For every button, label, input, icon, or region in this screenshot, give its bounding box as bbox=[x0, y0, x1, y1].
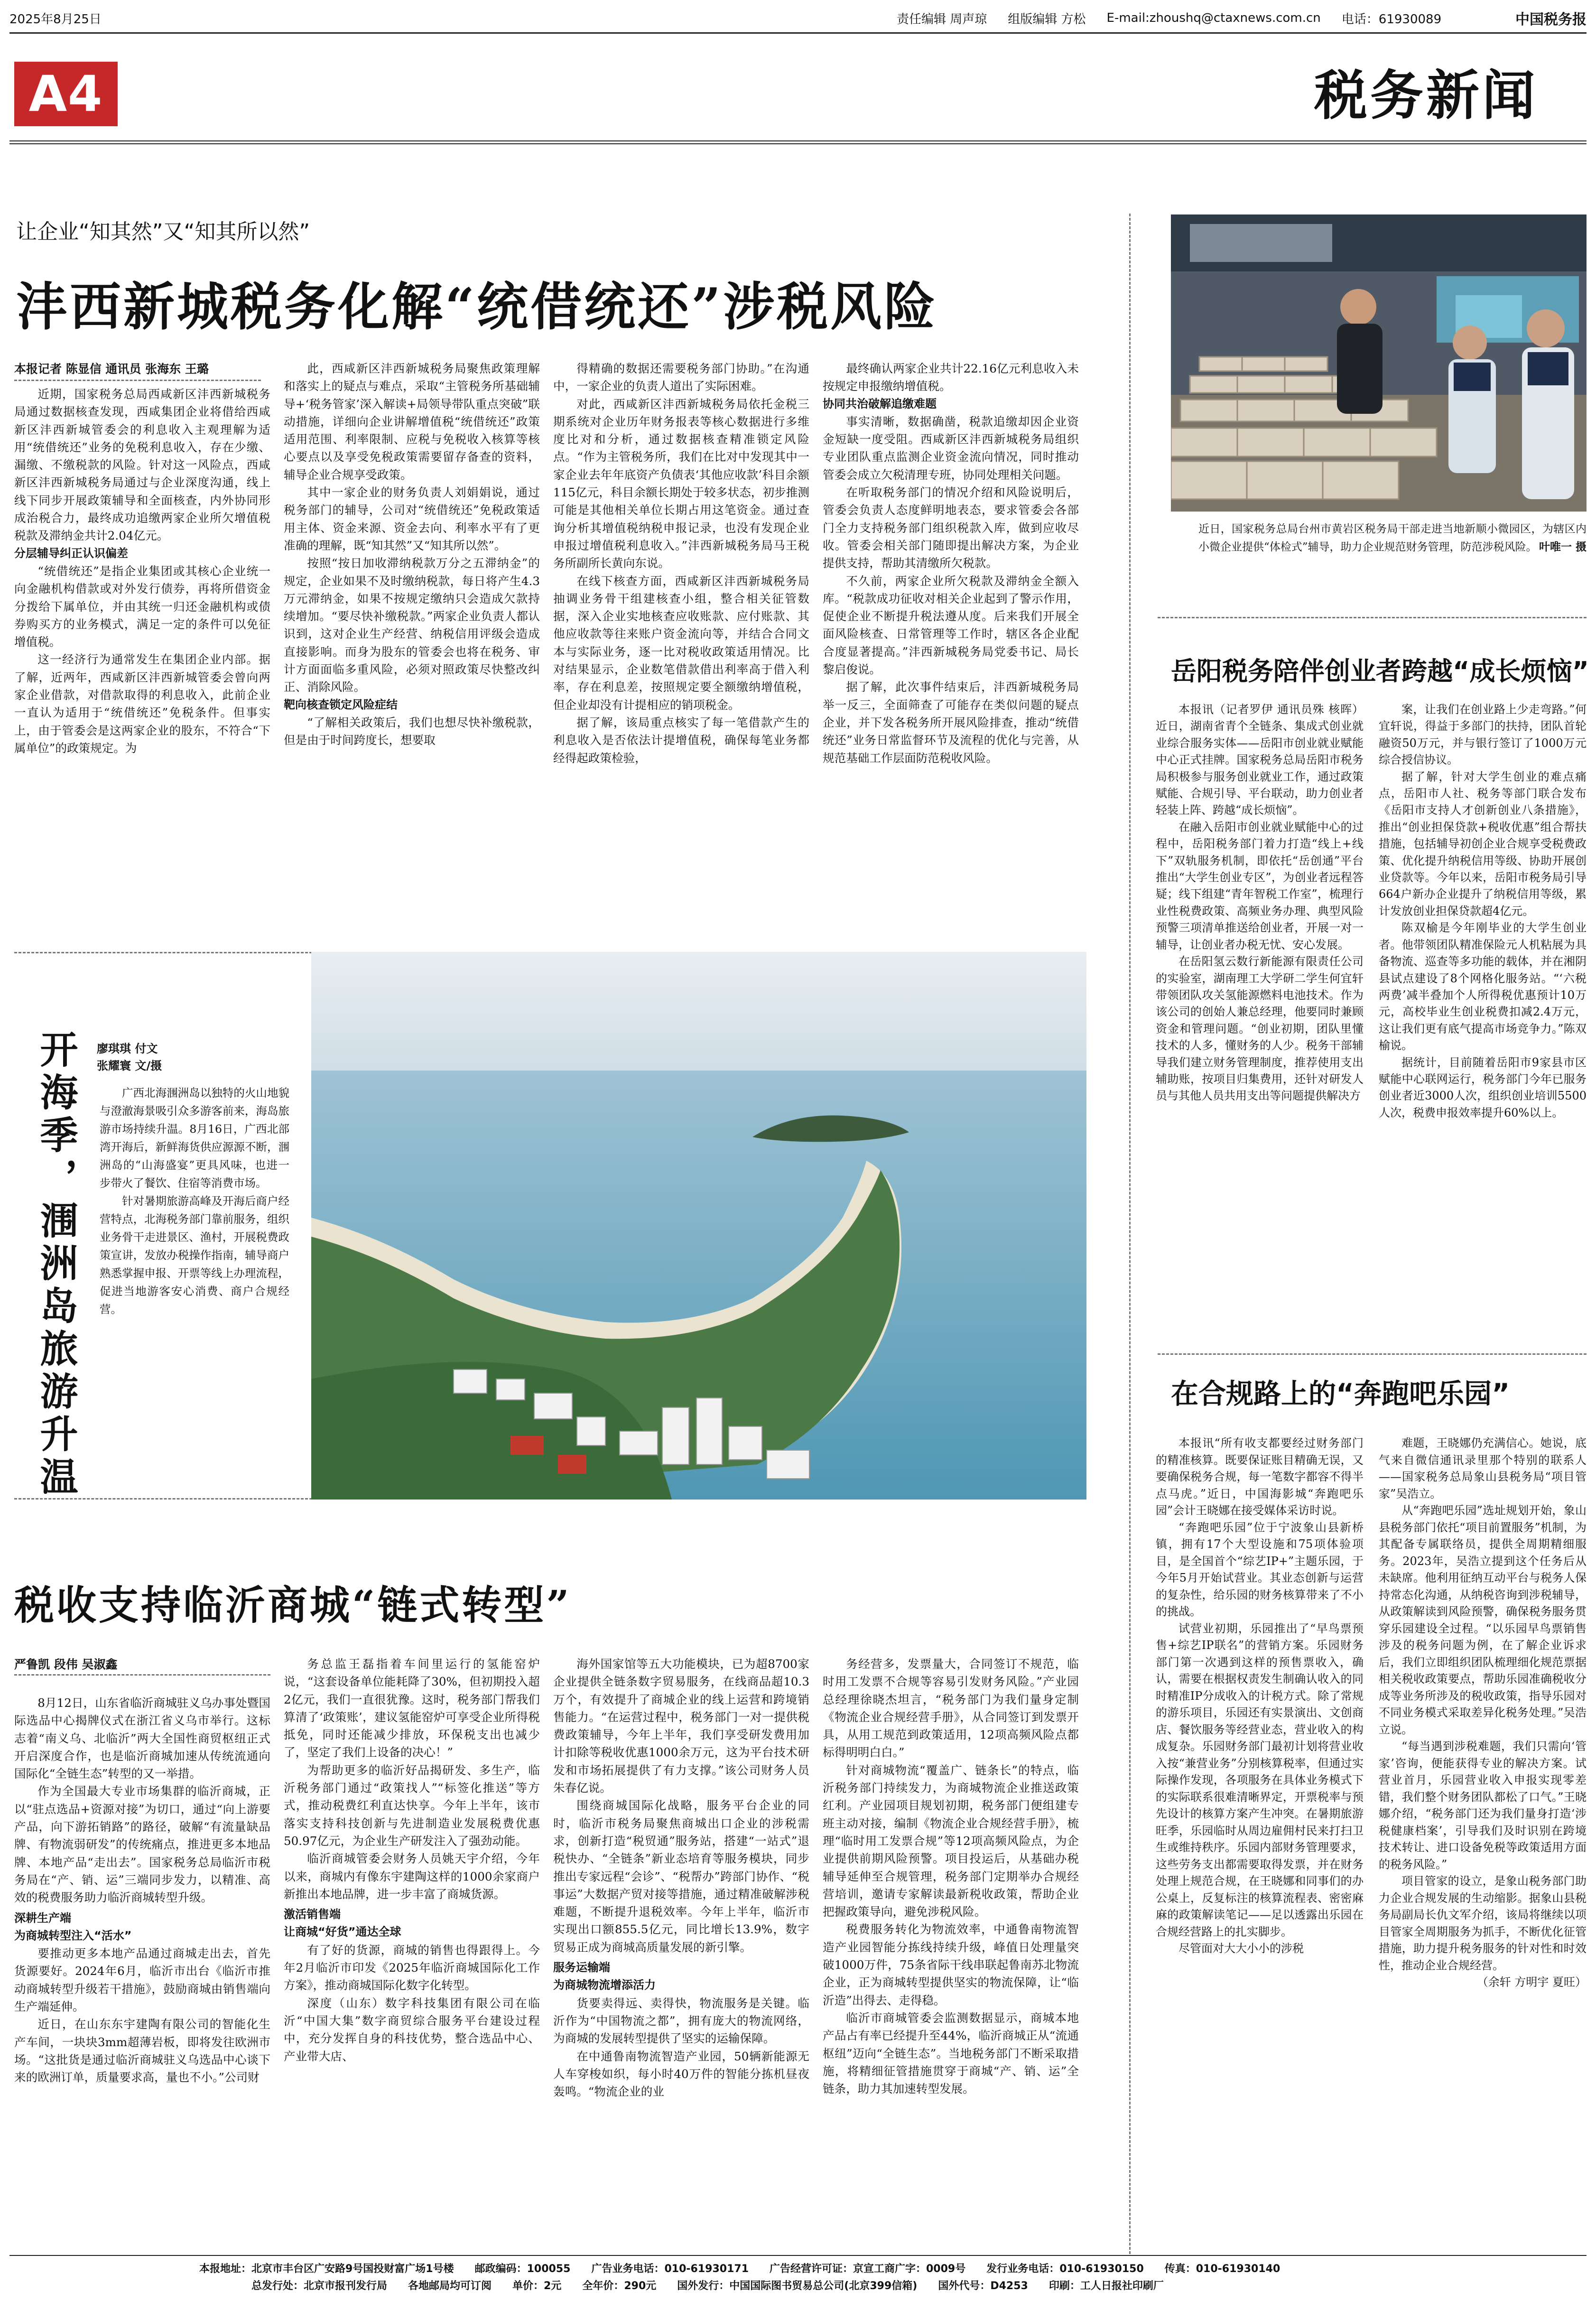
footer-distributor: 总发行处：北京市报刊发行局 bbox=[251, 2280, 388, 2292]
paragraph: 广西北海涠洲岛以独特的火山地貌与澄澈海景吸引众多游客前来，海岛旅游市场持续升温。8月16日，广西北部湾开海后，新鲜海货供应源源不断，涠洲岛的“山海盛宴”更具风味，也进一步带火了餐饮、住宿等消费市场。 bbox=[100, 1086, 289, 1190]
paragraph: 临沂市商城管委会监测数据显示，商城本地产品占有率已经提升至44%，临沂商城正从“流通枢纽”迈向“全链生态”。当地税务部门不断采取措施，将精细征管措施贯穿于商城“产、销、运”全链条，助力其加速转型发展。 bbox=[823, 2011, 1079, 2096]
paragraph: 案，让我们在创业路上少走弯路。”何宜轩说，得益于多部门的扶持，团队首轮融资50万元，并与银行签订了1000万元综合授信协议。 bbox=[1379, 703, 1587, 767]
paragraph: “奔跑吧乐园”位于宁波象山县新桥镇，拥有17个大型设施和75项体验项目，是全国首个“综艺IP+”主题乐园，于今年5月开始试营业。其业态创新与运营的复杂性，给乐园的财务核算带来了不小的挑战。 bbox=[1156, 1520, 1364, 1618]
article5-subhead-3: 服务运输端 bbox=[553, 1961, 610, 1975]
paragraph: 这一经济行为通常发生在集团企业内部。据了解，近两年，西咸新区沣西新城管委会曾向两家企业借款，对借款取得的利息收入，此前企业一直认为适用于“统借统还”免税条件。但事实上，由于管委会是这两家企业的股东，不符合“下属单位”的政策规定。为 bbox=[14, 652, 270, 755]
footer-printer: 印刷：工人日报社印刷厂 bbox=[1049, 2280, 1164, 2292]
article2-headline: 岳阳税务陪伴创业者跨越“成长烦恼” bbox=[1171, 656, 1589, 686]
paragraph: 难题，王晓娜仍充满信心。她说，底气来自微信通讯录里那个特别的联系人——国家税务总局象山县税务局“项目管家”吴浩立。 bbox=[1379, 1436, 1587, 1500]
caption-text: 近日，国家税务总局台州市黄岩区税务局干部走进当地新顺小微园区，为辖区内小微企业提供“体检式”辅导，助力企业规范财务管理，防范涉税风险。 bbox=[1198, 523, 1587, 553]
paragraph: 为帮助更多的临沂好品揭研发、多生产，临沂税务部门通过“政策找人”“标签化推送”等方式，推动税费红利直达快享。今年上半年，该市落实支持科技创新与先进制造业发展税费优惠50.97亿元，为企业生产研发注入了强劲动能。 bbox=[284, 1763, 540, 1848]
top-rule bbox=[9, 32, 1587, 34]
article5-headline: 税收支持临沂商城“链式转型” bbox=[14, 1582, 572, 1629]
paragraph: 按照“按日加收滞纳税款万分之五滞纳金”的规定，企业如果不及时缴纳税款，每日将产生4.3万元滞纳金，如果不按规定缴纳只会造成欠款持续增加。“要尽快补缴税款。”两家企业负责人都认识到，这对企业生产经营、纳税信用评级会造成直接影响。而身为股东的管委会也将在税务、审计方面面临多重风险，必须对照政策尽快整改纠正、消除风险。 bbox=[284, 556, 540, 694]
paragraph: 务总监王磊指着车间里运行的氢能窑炉说，“这套设备单位能耗降了30%，但初期投入超2亿元，我们一直很犹豫。这时，税务部门帮我们算清了‘政策账’，建议氢能窑炉可享受企业所得税抵免，同时还能减少排放，环保税支出也减少了，坚定了我们上设备的决心！” bbox=[284, 1657, 540, 1760]
article5-col1 bbox=[14, 1694, 270, 2087]
paragraph: 务经营多，发票量大，合同签订不规范，临时用工发票不合规等容易引发财务风险。”产业园总经理徐晓杰坦言，“税务部门为我们量身定制《物流企业合规经营手册》，从合同签订到发票开具，从用工规范到政策适用，12项高频风险点都标得明明白白。” bbox=[823, 1657, 1079, 1760]
footer-line-2 bbox=[251, 2278, 1580, 2292]
article3-headline: 在合规路上的“奔跑吧乐园” bbox=[1171, 1378, 1510, 1410]
article3-col2 bbox=[1379, 1435, 1587, 1991]
page-number: A4 bbox=[14, 62, 118, 126]
article3-col1 bbox=[1156, 1435, 1364, 1957]
photo-warehouse bbox=[1171, 214, 1587, 512]
paper-name: 中国税务报 bbox=[1515, 11, 1587, 28]
footer-line-1 bbox=[199, 2261, 1575, 2275]
footer-rule bbox=[9, 2255, 1587, 2256]
article1-subhead-3: 协同共治破解追缴难题 bbox=[823, 397, 937, 410]
article4-credit-1: 廖琪琪 付文 bbox=[97, 1042, 158, 1055]
footer-address: 本报地址：北京市丰台区广安路9号国投财富广场1号楼 bbox=[199, 2263, 454, 2275]
article2-top-rule bbox=[1158, 617, 1587, 618]
paragraph: 本报讯（记者罗伊 通讯员殊 核晖）近日，湖南省青个全链条、集成式创业就业综合服务实体——岳阳市创业就业赋能中心正式挂牌。国家税务总局岳阳市税务局积极参与服务创业就业工作，通过政策赋能、合规引导、平台联动，助力创业者轻装上阵、跨越“成长烦恼”。 bbox=[1156, 703, 1364, 817]
footer-postcode: 邮政编码：100055 bbox=[474, 2263, 571, 2275]
footer-ad-phone: 广告业务电话：010-61930171 bbox=[591, 2263, 749, 2275]
warehouse-scene-illustration bbox=[1171, 214, 1587, 512]
article5-subhead-2: 激活销售端 bbox=[284, 1908, 341, 1921]
photo-credit: 叶唯一 摄 bbox=[1539, 541, 1587, 553]
paragraph: 项目管家的设立，是象山税务部门助力企业合规发展的生动缩影。据象山县税务局副局长仇文军介绍，该局将继续以项目管家全周期服务为抓手，不断优化征管措施，助力提升税务服务的针对性和时效性，推动企业合规经营。 bbox=[1379, 1874, 1587, 1972]
issue-date: 2025年8月25日 bbox=[9, 12, 102, 27]
article2-col2 bbox=[1379, 701, 1587, 1121]
footer-dist-phone: 发行业务电话：010-61930150 bbox=[986, 2263, 1144, 2275]
article1-col4 bbox=[823, 360, 1079, 767]
paragraph: 陈双榆是今年刚毕业的大学生创业者。他带领团队精准保险元人机粘展为具备物流、巡查等多功能的载体，并在湘阴县试点建设了8个网格化服务站。“‘六税两费’减半叠加个人所得税优惠预计10万元，高校毕业生创业税费扣减2.4万元，这让我们更有底气提高市场竞争力。”陈双榆说。 bbox=[1379, 921, 1587, 1053]
article4-credit-2: 张耀寰 文/摄 bbox=[97, 1059, 162, 1072]
paragraph: 最终确认两家企业共计22.16亿元利息收入未按规定申报缴纳增值税。 bbox=[823, 362, 1079, 393]
paragraph: 据了解，针对大学生创业的难点痛点，岳阳市人社、税务等部门联合发布《岳阳市支持人才创新创业八条措施》，推出“创业担保贷款+税收优惠”组合帮扶措施，包括辅导初创企业合规享受税费政策、优化提升纳税信用等级、协助开展创业贷款等。今年以来，岳阳市税务局引导664户新办企业提升了纳税信用等级，累计发放创业担保贷款超4亿元。 bbox=[1379, 770, 1587, 918]
paragraph: 临沂商城管委会财务人员姚天宇介绍，今年以来，商城内有像东宇建陶这样的1000余家商户新推出本地品牌，进一步丰富了商城货源。 bbox=[284, 1852, 540, 1901]
paragraph: 据统计，目前随着岳阳市9家县市区赋能中心联网运行，税务部门今年已服务创业者近3000人次，组织创业培训5500人次，税费申报效率提升60%以上。 bbox=[1379, 1055, 1587, 1119]
article1-col2 bbox=[284, 360, 540, 749]
article1-subhead-2: 靶向核查锁定风险症结 bbox=[284, 698, 398, 711]
paragraph: “统借统还”是指企业集团或其核心企业统一向金融机构借款或对外发行债券，再将所借资金分拨给下属单位，并由其统一归还金融机构或债券购买方的业务模式，满足一定的条件可以免征增值税。 bbox=[14, 564, 270, 649]
paragraph: 要推动更多本地产品通过商城走出去，首先货源要好。2024年6月，临沂市出台《临沂市推动商城转型升级若干措施》，鼓励商城由销售端向生产端延伸。 bbox=[14, 1947, 270, 2014]
footer-subscribe: 各地邮局均可订阅 bbox=[408, 2280, 492, 2292]
designer: 组版编辑 方松 bbox=[1008, 12, 1086, 27]
article5-subhead-3b: 为商城物流增添活力 bbox=[553, 1978, 656, 1992]
footer-price: 单价：2元 bbox=[512, 2280, 562, 2292]
paragraph: 尽管面对大大小小的涉税 bbox=[1178, 1942, 1304, 1955]
article5-subhead-1: 深耕生产端 bbox=[14, 1911, 71, 1925]
paragraph: 针对商城物流“覆盖广、链条长”的特点，临沂税务部门持续发力，为商城物流企业推送政策红利。产业园项目规划初期，税务部门便组建专班主动对接，编制《物流企业合规经营手册》，梳理“临时用工发票合规”等12项高频风险点，为企业提供前期风险预警。项目投运后，从基础办税辅导延伸至合规管理，税务部门定期举办合规经营培训，邀请专家解读最新税收政策，帮助企业把握政策导向，避免涉税风险。 bbox=[823, 1763, 1079, 1919]
paragraph: 此，西咸新区沣西新城税务局聚焦政策理解和落实上的疑点与难点，采取“主管税务所基础辅导+‘税务管家’深入解读+局领导带队重点突破”联动措施，详细向企业讲解增值税“统借统还”政策适用范围、利率限制、应税与免税收入核算等核心要点以及享受免税政策需要留存备查的资料，辅导企业合规享受政策。 bbox=[284, 362, 540, 482]
paragraph: 其中一家企业的财务负责人刘娟娟说，通过税务部门的辅导，公司对“统借统还”免税政策适用主体、资金来源、资金去向、利率水平有了更准确的理解，既“知其然”又“知其所以然”。 bbox=[284, 485, 540, 552]
email[interactable]: E-mail:zhoushq@ctaxnews.com.cn bbox=[1106, 11, 1321, 25]
masthead bbox=[9, 7, 1587, 29]
paragraph: 税费服务转化为物流效率，中通鲁南物流智造产业园智能分拣线持续升级，峰值日处理量突破1000万件，75条省际干线串联起鲁南苏北物流企业，正为商城转型提供坚实的物流保障，让“临沂造”出得去、走得稳。 bbox=[823, 1922, 1079, 2007]
article3-credit: （余轩 方明宇 夏旺） bbox=[1476, 1975, 1587, 1989]
article5-subhead-2b: 让商城“好货”通达全球 bbox=[284, 1925, 401, 1939]
paragraph: 有了好的货源，商城的销售也得跟得上。今年2月临沂市印发《2025年临沂商城国际化工作方案》，推动商城国际化数字化转型。 bbox=[284, 1943, 540, 1993]
paragraph: 针对暑期旅游高峰及开海后商户经营特点，北海税务部门靠前服务，组织业务骨干走进景区、渔村，开展税费政策宣讲，发放办税操作指南，辅导商户熟悉掌握申报、开票等线上办理流程，促进当地游客安心消费、商户合规经营。 bbox=[100, 1194, 289, 1316]
article5-col4 bbox=[823, 1655, 1079, 2097]
article1-subhead-1: 分层辅导纠正认识偏差 bbox=[14, 546, 128, 560]
photo-warehouse-caption bbox=[1198, 520, 1587, 556]
article5-col2 bbox=[284, 1655, 540, 2065]
footer-annual-price: 全年价：290元 bbox=[582, 2280, 657, 2292]
article1-byline: 本报记者 陈显信 通讯员 张海东 王璐 bbox=[14, 362, 209, 376]
paragraph: 在融入岳阳市创业就业赋能中心的过程中，岳阳税务部门着力打造“线上+线下”双轨服务机制，即依托“岳创通”平台推出“大学生创业专区”，为创业者远程答疑；线下组建“青年智税工作室”，梳理行业性税费政策、高频业务办理、典型风险预警三项清单推送给创业者，开展一对一辅导，让创业者办税无忧、安心发展。 bbox=[1156, 820, 1364, 951]
paragraph: 货要卖得远、卖得快，物流服务是关键。临沂作为“中国物流之都”，拥有庞大的物流网络，为商城的发展转型提供了坚实的运输保障。 bbox=[553, 1996, 809, 2046]
paragraph: 在线下核查方面，西咸新区沣西新城税务局抽调业务骨干组建核查小组，整合相关征管数据，深入企业实地核查应收账款、应付账款、其他应收款等往来账户资金流向等，并结合合同文本与实际业务，逐一比对税收政策适用情况。比对结果显示，企业数笔借款借出利率高于借入利率，存在利息差，按照规定要全额缴纳增值税，但企业却没有计提相应的销项税金。 bbox=[553, 574, 809, 712]
column-separator bbox=[1129, 214, 1131, 2254]
paragraph: 在中通鲁南物流智造产业园，50辆新能源无人车穿梭如织，每小时40万件的智能分拣机昼夜轰鸣。“物流企业的业 bbox=[553, 2049, 809, 2099]
article5-byline-rule bbox=[14, 1674, 270, 1676]
paragraph: 从“奔跑吧乐园”选址规划开始，象山县税务部门依托“项目前置服务”机制，为其配备专属联络员，提供全周期精细服务。2023年，吴浩立提到这个任务后从未缺席。他利用征纳互动平台与税务人保持常态化沟通，从纳税咨询到涉税辅导，从政策解读到风险预警，确保税务服务贯穿乐园建设全过程。“以乐园早鸟票销售涉及的税务问题为例，在了解企业诉求后，我们立即组织团队梳理细化规范票据相关税收政策要点，帮助乐园准确税收分成等业务所涉及的税收政策，指导乐园对不同业务模式采取差异化税务处理。”吴浩立说。 bbox=[1379, 1504, 1587, 1736]
paragraph: 据了解，此次事件结束后，沣西新城税务局举一反三，全面筛查了可能存在类似问题的疑点企业，并下发各税务所开展风险排查，推动“统借统还”业务日常监督环节及流程的优化与完善，从规范基础工作层面防范税收风险。 bbox=[823, 680, 1079, 765]
paragraph: “了解相关政策后，我们也想尽快补缴税款，但是由于时间跨度长，想要取 bbox=[284, 715, 540, 747]
article3-top-rule bbox=[1158, 1353, 1587, 1355]
article4-text bbox=[100, 1084, 289, 1318]
phone: 电话：61930089 bbox=[1341, 12, 1442, 27]
footer-fax: 传真：010-61930140 bbox=[1164, 2263, 1281, 2275]
article1-col3 bbox=[553, 360, 809, 767]
paragraph: 作为全国最大专业市场集群的临沂商城，正以“驻点选品+资源对接”为切口，通过“向上游要产品，向下游拓销路”的路径，破解“有流量缺品牌、有物流弱研发”的传统痛点，推进更多本地品牌、本地产品“走出去”。国家税务总局临沂市税务局在“产、销、运”三端同步发力，以精准、高效的税费服务助力临沂商城转型升级。 bbox=[14, 1784, 270, 1905]
paragraph: 事实清晰，数据确凿，税款追缴却因企业资金短缺一度受阻。西咸新区沣西新城税务局组织专业团队重点监测企业资金流向情况，同时推动管委会成立欠税清理专班，协同处理相关问题。 bbox=[823, 414, 1079, 482]
paragraph: 在听取税务部门的情况介绍和风险说明后，管委会负责人态度鲜明地表态，要求管委会各部门全力支持税务部门组织税款入库，做到应收尽收。管委会相关部门随即提出解决方案，为企业提供支持，帮助其清缴所欠税款。 bbox=[823, 485, 1079, 570]
article5-col3 bbox=[553, 1655, 809, 2100]
paragraph: 不久前，两家企业所欠税款及滞纳金全额入库。“税款成功征收对相关企业起到了警示作用，促使企业不断提升税法遵从度。后来我们开展全面风险核查、日常管理等工作时，辖区各企业配合度显著提高。”沣西新城税务局党委书记、局长黎启俊说。 bbox=[823, 574, 1079, 677]
article2-col1 bbox=[1156, 701, 1364, 1105]
paragraph: 深度（山东）数字科技集团有限公司在临沂“中国大集”数字商贸综合服务平台建设过程中，充分发挥自身的科技优势，整合选品中心、产业带大店、 bbox=[284, 1996, 540, 2063]
footer-ad-license: 广告经营许可证：京宣工商广字：0009号 bbox=[770, 2263, 966, 2275]
editor: 责任编辑 周声琼 bbox=[897, 12, 987, 27]
paragraph: 在岳阳氢云数行新能源有限责任公司的实验室，湖南理工大学研二学生何宜轩带领团队攻关氢能源燃料电池技术。作为该公司的创始人兼总经理，他要同时兼顾资金和管理问题。“创业初期，团队里懂技术的人多，懂财务的人少。税务干部辅导我们建立财务管理制度，推荐使用支出辅助账，按项目归集费用，还针对研发人员与其他人员共用支出等问题提供解决方 bbox=[1156, 955, 1364, 1103]
article1-headline: 沣西新城税务化解“统借统还”涉税风险 bbox=[16, 277, 938, 337]
footer-intl-code: 国外代号：D4253 bbox=[938, 2280, 1028, 2292]
paragraph: 近期，国家税务总局西咸新区沣西新城税务局通过数据核查发现，西咸集团企业将借给西咸新区沣西新城管委会的利息收入主观理解为适用“统借统还”业务的免税利息收入，存在少缴、漏缴、不缴税款的风险。针对这一风险点，西咸新区沣西新城税务局通过与企业深度沟通，线上线下同步开展政策辅导和全面核查，内外协同形成治税合力，最终成功追缴两家企业所欠增值税税款及滞纳金共计2.04亿元。 bbox=[14, 387, 270, 543]
article1-kicker: 让企业“知其然”又“知其所以然” bbox=[16, 220, 310, 244]
paragraph: 8月12日，山东省临沂商城驻义乌办事处暨国际选品中心揭牌仪式在浙江省义乌市举行。这标志着“南义乌、北临沂”两大全国性商贸枢纽正式开启深度合作，也是临沂商城加速从传统流通向国际化“全链生态”转型的又一举措。 bbox=[14, 1696, 270, 1781]
section-title: 税务新闻 bbox=[1314, 65, 1538, 127]
article4-vertical-title: 开海季，涠洲岛旅游升温 bbox=[34, 1030, 78, 1500]
article5-byline: 严鲁凯 段伟 吴淑鑫 bbox=[14, 1658, 118, 1671]
paragraph: 近日，在山东东宇建陶有限公司的智能化生产车间，一块块3mm超薄岩板，即将发往欧洲市场。“这批货是通过临沂商城驻义乌选品中心谈下来的欧洲订单，质量要求高，量也不小。”公司财 bbox=[14, 2017, 270, 2085]
header-rule-2 bbox=[9, 143, 1587, 144]
paragraph: 据了解，该局重点核实了每一笔借款产生的利息收入是否依法计提增值税，确保每笔业务都经得起政策检验， bbox=[553, 715, 809, 765]
paragraph: 试营业初期，乐园推出了“早鸟票预售+综艺IP联名”的营销方案。乐园财务部门第一次遇到这样的预售票收入，确认，需要在根据权责发生制确认收入的同时精准IP分成收入的计税方式。除了常规的游乐项目，乐园还有实景演出、文创商店、餐饮服务等经营业态，营业收入的构成复杂。乐园财务部门最初计划将营业收入按“兼营业务”分别核算税率，但通过实际操作发现，各项服务在具体业务模式下的实际联系很难清晰界定，开票税率与预先设计的核算方案产生冲突。在暑期旅游旺季，乐园临时从周边雇佣村民来打扫卫生或维持秩序。乐园内部财务管理要求，这些劳务支出都需要取得发票，并在财务处理上规范合规，在王晓娜和同事们的办公桌上，反复标注的核算流程表、密密麻麻的政策解读笔记——足以透露出乐园在合规经营路上的扎实脚步。 bbox=[1156, 1621, 1364, 1938]
paragraph: “每当遇到涉税难题，我们只需向‘管家’咨询，便能获得专业的解决方案。试营业首月，乐园营业收入申报实现零差错，我们整个财务团队都松了口气。”王晓娜介绍，“税务部门还为我们量身打造‘涉税健康档案’，引导我们及时识别在跨境技术转让、进口设备免税等政策适用方面的税务风险。” bbox=[1379, 1740, 1587, 1871]
article1-byline-rule bbox=[14, 380, 261, 381]
photo-island bbox=[311, 952, 1086, 1500]
article1-col1 bbox=[14, 385, 270, 757]
article5-subhead-1b: 为商城转型注入“活水” bbox=[14, 1928, 132, 1942]
header-rule bbox=[9, 140, 1587, 141]
island-aerial-illustration bbox=[311, 952, 1086, 1500]
paragraph: 海外国家馆等五大功能模块，已为超8700家企业提供全链条数字贸易服务，在线商品超10.3万个，有效提升了商城企业的线上运营和跨境销售能力。“在运营过程中，税务部门一对一提供税费政策辅导，今年上半年，我们享受研发费用加计扣除等税收优惠1000余万元，这为平台技术研发和市场拓展提供了有力支撑。”该公司财务人员朱春亿说。 bbox=[553, 1657, 809, 1795]
footer-intl-dist: 国外发行：中国国际图书贸易总公司(北京399信箱) bbox=[677, 2280, 918, 2292]
paragraph: 围绕商城国际化战略，服务平台企业的同时，临沂市税务局聚焦商城出口企业的涉税需求，创新打造“税贸通”服务站，搭建“一站式”退税快办、“全链条”新业态培育等服务模块，同步推出专家远程“会诊”、“税帮办”跨部门协作、“税事运”大数据产贸对接等措施，通过精准破解涉税难题，不断提升退税效率。今年上半年，临沂市实现出口额855.5亿元，同比增长13.9%，数字贸易正成为商城高质量发展的新引擎。 bbox=[553, 1798, 809, 1954]
paragraph: 本报讯“所有收支都要经过财务部门的精准核算。既要保证账目精确无误，又要确保税务合规，每一笔数字都容不得半点马虎。”近日，中国海影城“奔跑吧乐园”会计王晓娜在接受媒体采访时说。 bbox=[1156, 1436, 1364, 1517]
paragraph: 得精确的数据还需要税务部门协助。”在沟通中，一家企业的负责人道出了实际困难。 bbox=[553, 362, 809, 393]
paragraph: 对此，西咸新区沣西新城税务局依托金税三期系统对企业历年财务报表等核心数据进行多维度比对和分析，通过数据核查精准锁定风险点。“作为主管税务所，我们在比对中发现其中一家企业去年年底资产负债表‘其他应收款’科目余额115亿元，科目余额长期处于较多状态，初步推测可能是其他相关单位长期占用这笔资金。通过查询分析其增值税纳税申报记录，也没有发现企业申报过增值税利息收入。”沣西新城税务局马王税务所副所长黄向东说。 bbox=[553, 397, 809, 570]
